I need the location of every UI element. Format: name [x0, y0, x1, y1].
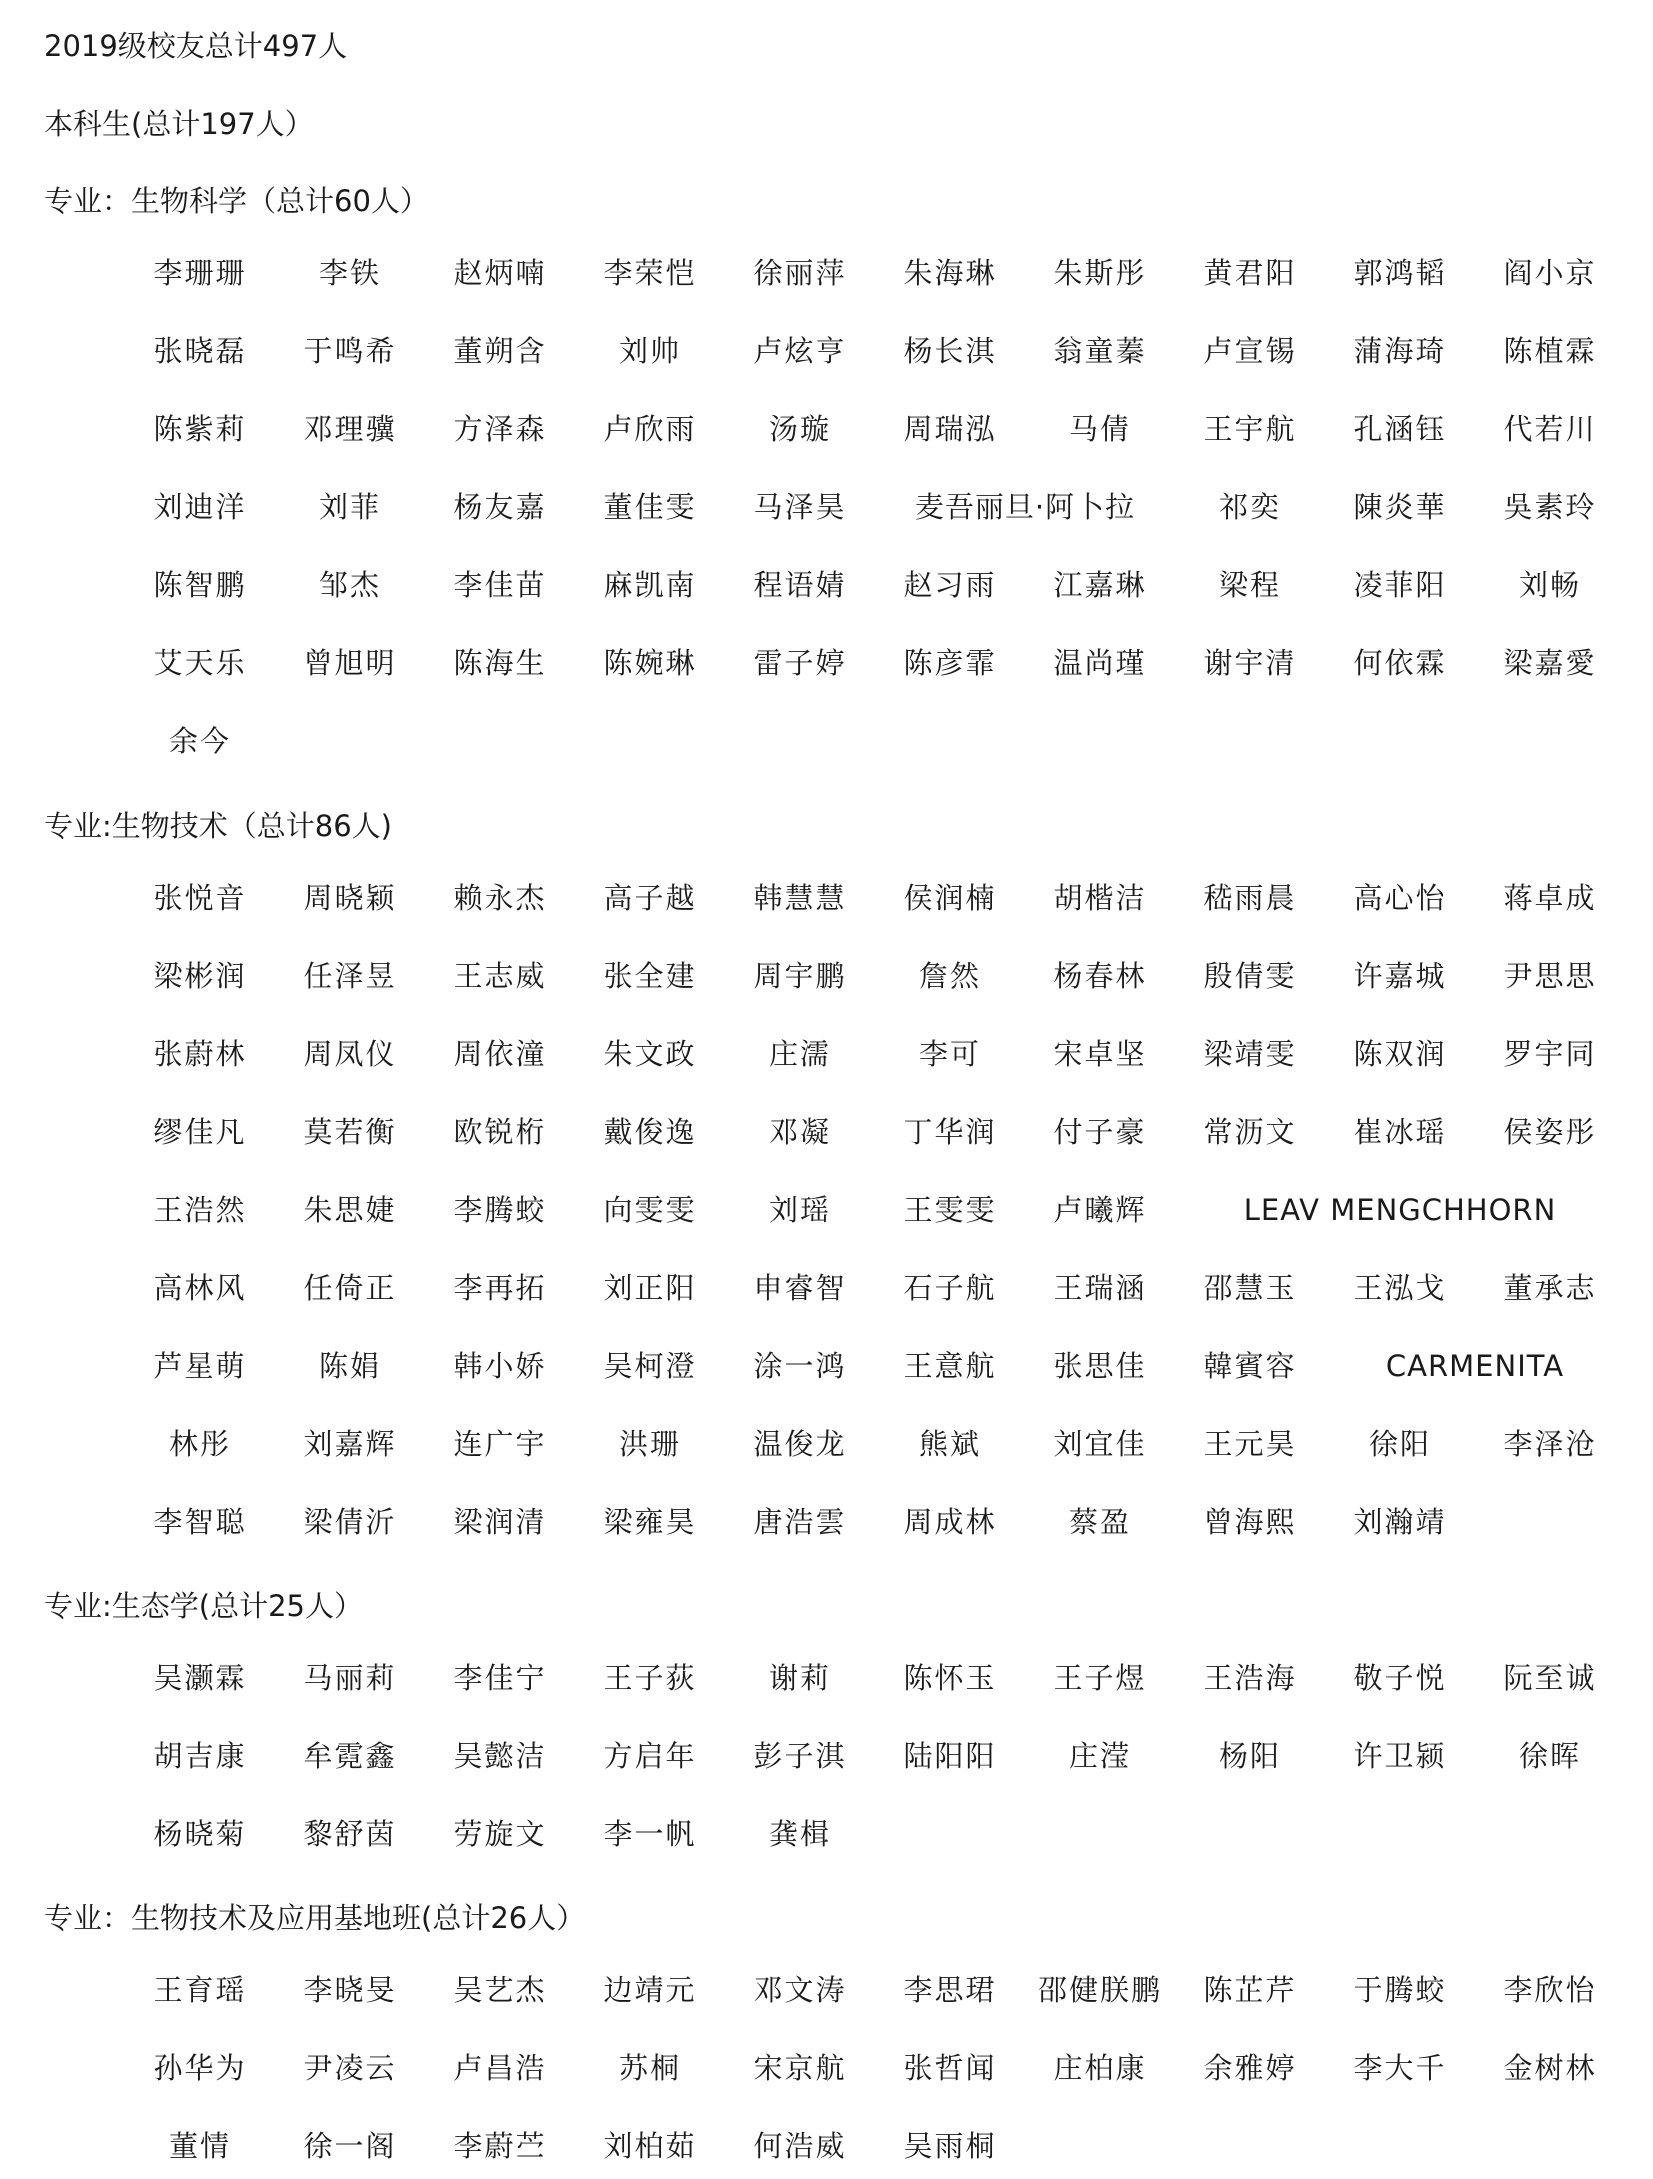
person-name: 邹杰	[318, 568, 381, 602]
person-name: 邓理骥	[303, 412, 397, 446]
person-name: 宋京航	[753, 2051, 847, 2085]
person-name: 黎舒茵	[303, 1817, 397, 1851]
person-name: 董情	[168, 2129, 231, 2163]
person-name: 王意航	[903, 1349, 997, 1383]
person-name: 麻凯南	[603, 568, 697, 602]
person-name: 韩小娇	[453, 1349, 547, 1383]
person-name: 孔涵钰	[1353, 412, 1447, 446]
person-name: 卢昌浩	[453, 2051, 547, 2085]
person-name: 王宇航	[1203, 412, 1297, 446]
person-name: 代若川	[1503, 412, 1597, 446]
person-name: 翁童蓁	[1053, 334, 1147, 368]
person-name: 尹思思	[1503, 959, 1597, 993]
person-name: 林彤	[168, 1427, 231, 1461]
person-name: 周凤仪	[303, 1037, 397, 1071]
name-row	[0, 485, 1653, 529]
person-name: 刘宜佳	[1053, 1427, 1147, 1461]
person-name: 马泽昊	[753, 490, 847, 524]
name-row	[0, 1032, 1653, 1076]
person-name: 张全建	[603, 959, 697, 993]
person-name: 李佳宁	[453, 1661, 547, 1695]
person-name: 阎小京	[1503, 256, 1597, 290]
person-name: 王浩然	[153, 1193, 247, 1227]
person-name: 王雯雯	[903, 1193, 997, 1227]
person-name: 温俊龙	[753, 1427, 847, 1461]
person-name: 陈娟	[318, 1349, 381, 1383]
person-name: 嵇雨晨	[1203, 881, 1297, 915]
person-name: 谢莉	[768, 1661, 831, 1695]
person-name: 李蔚苎	[453, 2129, 547, 2163]
person-name: 李铁	[318, 256, 381, 290]
person-name: 徐丽萍	[753, 256, 847, 290]
person-name: 高林风	[153, 1271, 247, 1305]
person-name: 王元昊	[1203, 1427, 1297, 1461]
person-name: 蒋卓成	[1503, 881, 1597, 915]
person-name: 余雅婷	[1203, 2051, 1297, 2085]
person-name: 卢宣锡	[1203, 334, 1297, 368]
person-name: 杨长淇	[903, 334, 997, 368]
name-row	[0, 1656, 1653, 1700]
person-name: 戴俊逸	[603, 1115, 697, 1149]
person-name: 刘柏茹	[603, 2129, 697, 2163]
person-name: 徐阳	[1368, 1427, 1431, 1461]
person-name: 缪佳凡	[153, 1115, 247, 1149]
person-name: 王泓戈	[1353, 1271, 1447, 1305]
person-name: 梁嘉愛	[1503, 646, 1597, 680]
person-name: 程语婧	[753, 568, 847, 602]
person-name: 梁靖雯	[1203, 1037, 1297, 1071]
person-name: 金树林	[1503, 2051, 1597, 2085]
person-name: 庄滢	[1068, 1739, 1131, 1773]
person-name: 李思珺	[903, 1973, 997, 2007]
person-name: 宋卓坚	[1053, 1037, 1147, 1071]
person-name: 刘正阳	[603, 1271, 697, 1305]
person-name: 吴懿洁	[453, 1739, 547, 1773]
person-name: 雷子婷	[753, 646, 847, 680]
person-name: 刘菲	[318, 490, 381, 524]
person-name: 邓文涛	[753, 1973, 847, 2007]
person-name: 李可	[918, 1037, 981, 1071]
person-name: 吴柯澄	[603, 1349, 697, 1383]
person-name: 劳旋文	[453, 1817, 547, 1851]
person-name: 曾海熙	[1203, 1505, 1297, 1539]
person-name: 梁倩沂	[303, 1505, 397, 1539]
person-name: 徐晖	[1518, 1739, 1581, 1773]
person-name: 涂一鸿	[753, 1349, 847, 1383]
person-name: 赵习雨	[903, 568, 997, 602]
person-name: CARMENITA	[1385, 1349, 1565, 1383]
person-name: 许卫颍	[1353, 1739, 1447, 1773]
person-name: 敬子悦	[1353, 1661, 1447, 1695]
person-name: 熊斌	[918, 1427, 981, 1461]
person-name: 韓賓容	[1203, 1349, 1297, 1383]
person-name: 王瑞涵	[1053, 1271, 1147, 1305]
person-name: 唐浩雲	[753, 1505, 847, 1539]
person-name: 张晓磊	[153, 334, 247, 368]
person-name: 张哲闻	[903, 2051, 997, 2085]
person-name: 吴艺杰	[453, 1973, 547, 2007]
person-name: 庄柏康	[1053, 2051, 1147, 2085]
person-name: 王浩海	[1203, 1661, 1297, 1695]
person-name: 陈海生	[453, 646, 547, 680]
person-name: 李腾蛟	[453, 1193, 547, 1227]
person-name: 崔冰瑶	[1353, 1115, 1447, 1149]
person-name: 王育瑶	[153, 1973, 247, 2007]
person-name: 谢宇清	[1203, 646, 1297, 680]
person-name: 于鸣希	[303, 334, 397, 368]
undergrad-total: 本科生(总计197人）	[44, 107, 314, 141]
name-row	[0, 641, 1653, 685]
person-name: 卢欣雨	[603, 412, 697, 446]
person-name: 方启年	[603, 1739, 697, 1773]
person-name: 韩慧慧	[753, 881, 847, 915]
section-header: 专业：生物科学（总计60人）	[44, 184, 429, 218]
person-name: 蒲海琦	[1353, 334, 1447, 368]
person-name: 何浩威	[753, 2129, 847, 2163]
name-row	[0, 251, 1653, 295]
person-name: 何依霖	[1353, 646, 1447, 680]
person-name: 王志威	[453, 959, 547, 993]
person-name: 余今	[168, 724, 231, 758]
person-name: 艾天乐	[153, 646, 247, 680]
person-name: 李佳苗	[453, 568, 547, 602]
section-header: 专业:生态学(总计25人）	[44, 1589, 363, 1623]
person-name: 李珊珊	[153, 256, 247, 290]
person-name: 方泽森	[453, 412, 547, 446]
person-name: 李一帆	[603, 1817, 697, 1851]
person-name: 陈植霖	[1503, 334, 1597, 368]
person-name: 罗宇同	[1503, 1037, 1597, 1071]
person-name: 李欣怡	[1503, 1973, 1597, 2007]
person-name: 陈彦霏	[903, 646, 997, 680]
person-name: 申睿智	[753, 1271, 847, 1305]
person-name: 邵慧玉	[1203, 1271, 1297, 1305]
person-name: 曾旭明	[303, 646, 397, 680]
person-name: 张思佳	[1053, 1349, 1147, 1383]
person-name: 丁华润	[903, 1115, 997, 1149]
person-name: 李晓旻	[303, 1973, 397, 2007]
person-name: 任倚正	[303, 1271, 397, 1305]
name-row	[0, 876, 1653, 920]
person-name: 蔡盈	[1068, 1505, 1131, 1539]
person-name: 杨晓菊	[153, 1817, 247, 1851]
person-name: 陈智鹏	[153, 568, 247, 602]
person-name: 刘帅	[618, 334, 681, 368]
person-name: 常沥文	[1203, 1115, 1297, 1149]
person-name: 杨阳	[1218, 1739, 1281, 1773]
person-name: 李荣恺	[603, 256, 697, 290]
person-name: 邓凝	[768, 1115, 831, 1149]
person-name: 董朔含	[453, 334, 547, 368]
person-name: 苏桐	[618, 2051, 681, 2085]
name-row	[0, 719, 1653, 763]
person-name: 欧锐桁	[453, 1115, 547, 1149]
person-name: 高子越	[603, 881, 697, 915]
name-row	[0, 1968, 1653, 2012]
person-name: 刘畅	[1518, 568, 1581, 602]
person-name: 马丽莉	[303, 1661, 397, 1695]
person-name: 陈紫莉	[153, 412, 247, 446]
person-name: 郭鸿韬	[1353, 256, 1447, 290]
name-row	[0, 1500, 1653, 1544]
person-name: 周依潼	[453, 1037, 547, 1071]
person-name: 莫若衡	[303, 1115, 397, 1149]
section-header: 专业:生物技术（总计86人)	[44, 809, 392, 843]
person-name: 石子航	[903, 1271, 997, 1305]
person-name: 梁雍昊	[603, 1505, 697, 1539]
person-name: 董承志	[1503, 1271, 1597, 1305]
person-name: 梁彬润	[153, 959, 247, 993]
person-name: 周宇鹏	[753, 959, 847, 993]
person-name: 江嘉琳	[1053, 568, 1147, 602]
person-name: 刘迪洋	[153, 490, 247, 524]
person-name: 胡吉康	[153, 1739, 247, 1773]
person-name: 马倩	[1068, 412, 1131, 446]
person-name: 李泽沧	[1503, 1427, 1597, 1461]
person-name: 汤璇	[768, 412, 831, 446]
person-name: 杨友嘉	[453, 490, 547, 524]
person-name: 祁奕	[1218, 490, 1281, 524]
person-name: 陳炎華	[1353, 490, 1447, 524]
person-name: 刘瑶	[768, 1193, 831, 1227]
name-row	[0, 954, 1653, 998]
person-name: 洪珊	[618, 1427, 681, 1461]
person-name: 梁润清	[453, 1505, 547, 1539]
person-name: 边靖元	[603, 1973, 697, 2007]
person-name: 麦吾丽旦·阿卜拉	[914, 490, 1136, 524]
person-name: 芦星萌	[153, 1349, 247, 1383]
person-name: 侯姿彤	[1503, 1115, 1597, 1149]
person-name: 张蔚林	[153, 1037, 247, 1071]
person-name: 龚楫	[768, 1817, 831, 1851]
person-name: 刘嘉辉	[303, 1427, 397, 1461]
person-name: 朱海琳	[903, 256, 997, 290]
person-name: 吳素玲	[1503, 490, 1597, 524]
person-name: 卢曦辉	[1053, 1193, 1147, 1227]
person-name: 殷倩雯	[1203, 959, 1297, 993]
name-row	[0, 1110, 1653, 1154]
person-name: 吴雨桐	[903, 2129, 997, 2163]
name-row	[0, 407, 1653, 451]
person-name: 温尚瑾	[1053, 646, 1147, 680]
person-name: 周瑞泓	[903, 412, 997, 446]
page-title: 2019级校友总计497人	[44, 29, 348, 63]
person-name: 庄濡	[768, 1037, 831, 1071]
person-name: 侯润楠	[903, 881, 997, 915]
person-name: 梁程	[1218, 568, 1281, 602]
person-name: 王子煜	[1053, 1661, 1147, 1695]
name-row	[0, 563, 1653, 607]
person-name: 许嘉城	[1353, 959, 1447, 993]
person-name: 徐一阁	[303, 2129, 397, 2163]
person-name: 吴灏霖	[153, 1661, 247, 1695]
person-name: 孙华为	[153, 2051, 247, 2085]
person-name: 胡楷洁	[1053, 881, 1147, 915]
name-row	[0, 1734, 1653, 1778]
person-name: 赖永杰	[453, 881, 547, 915]
person-name: 高心怡	[1353, 881, 1447, 915]
person-name: 陈婉琳	[603, 646, 697, 680]
person-name: 邵健朕鹏	[1037, 1973, 1162, 2007]
person-name: LEAV MENGCHHORN	[1243, 1193, 1557, 1227]
person-name: 朱文政	[603, 1037, 697, 1071]
person-name: 周晓颖	[303, 881, 397, 915]
name-row	[0, 1188, 1653, 1232]
person-name: 王子荻	[603, 1661, 697, 1695]
name-row	[0, 1812, 1653, 1856]
person-name: 陈芷芹	[1203, 1973, 1297, 2007]
person-name: 詹然	[918, 959, 981, 993]
person-name: 李大千	[1353, 2051, 1447, 2085]
person-name: 彭子淇	[753, 1739, 847, 1773]
name-row	[0, 1266, 1653, 1310]
person-name: 朱思婕	[303, 1193, 397, 1227]
person-name: 陈双润	[1353, 1037, 1447, 1071]
person-name: 朱斯彤	[1053, 256, 1147, 290]
name-row	[0, 1422, 1653, 1466]
person-name: 于腾蛟	[1353, 1973, 1447, 2007]
name-row	[0, 329, 1653, 373]
name-row	[0, 2124, 1653, 2168]
person-name: 陈怀玉	[903, 1661, 997, 1695]
person-name: 赵炳喃	[453, 256, 547, 290]
person-name: 任泽昱	[303, 959, 397, 993]
person-name: 阮至诚	[1503, 1661, 1597, 1695]
person-name: 向雯雯	[603, 1193, 697, 1227]
person-name: 李智聪	[153, 1505, 247, 1539]
person-name: 刘瀚靖	[1353, 1505, 1447, 1539]
person-name: 卢炫亨	[753, 334, 847, 368]
person-name: 董佳雯	[603, 490, 697, 524]
name-row	[0, 1344, 1653, 1388]
person-name: 牟霓鑫	[303, 1739, 397, 1773]
person-name: 周成林	[903, 1505, 997, 1539]
person-name: 张悦音	[153, 881, 247, 915]
section-header: 专业：生物技术及应用基地班(总计26人）	[44, 1901, 586, 1935]
name-row	[0, 2046, 1653, 2090]
person-name: 黄君阳	[1203, 256, 1297, 290]
person-name: 连广宇	[453, 1427, 547, 1461]
person-name: 付子豪	[1053, 1115, 1147, 1149]
person-name: 凌菲阳	[1353, 568, 1447, 602]
person-name: 陆阳阳	[903, 1739, 997, 1773]
person-name: 尹凌云	[303, 2051, 397, 2085]
person-name: 杨春林	[1053, 959, 1147, 993]
person-name: 李再拓	[453, 1271, 547, 1305]
